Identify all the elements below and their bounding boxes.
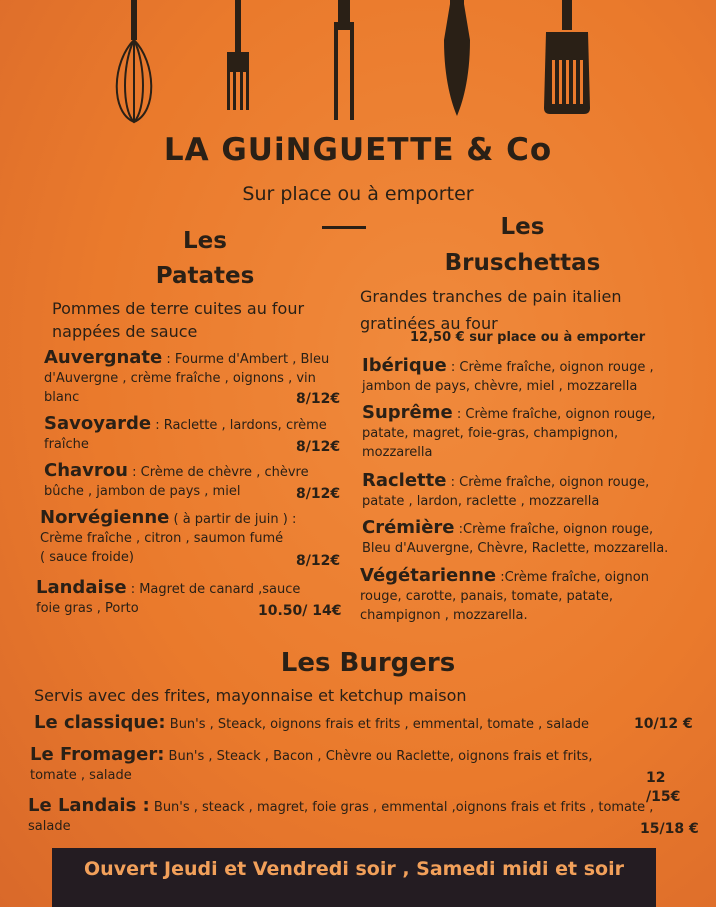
item-desc: fraîche: [44, 437, 89, 452]
patate-norvegienne: [40, 508, 344, 567]
carving-fork-icon: [330, 0, 358, 122]
bruschetta-vegetarienne: [360, 566, 700, 625]
opening-hours-text: Ouvert Jeudi et Vendredi soir , Samedi midi et soir: [84, 858, 624, 880]
knife-icon: [440, 0, 474, 118]
item-price: 8/12€: [296, 391, 341, 407]
item-desc: champignon , mozzarella.: [360, 608, 528, 623]
bruschettas-heading-line2: Bruschettas: [444, 250, 601, 276]
item-desc: : Raclette , lardons, crème: [151, 418, 327, 433]
burger-landais: [28, 796, 704, 836]
bruschetta-cremiere: [362, 518, 702, 558]
item-name: Végétarienne: [360, 565, 497, 586]
item-price: 12 /15€: [646, 770, 681, 805]
item-desc: patate, magret, foie-gras, champignon,: [362, 426, 619, 441]
patate-auvergnate: [44, 348, 344, 407]
item-desc: : Crème de chèvre , chèvre: [127, 465, 309, 480]
item-price: 10.50/ 14€: [258, 603, 342, 619]
burger-fromager: [30, 744, 704, 805]
item-desc: bûche , jambon de pays , miel: [44, 484, 241, 499]
item-name: Le Fromager:: [30, 744, 165, 765]
item-price: 15/18 €: [640, 821, 699, 837]
patates-heading-line1: Les: [183, 228, 227, 254]
item-desc: : Fourme d'Ambert , Bleu: [162, 352, 330, 367]
patates-desc-line1: Pommes de terre cuites au four: [52, 299, 305, 318]
item-name: Suprême: [362, 402, 453, 423]
patates-heading: [120, 226, 290, 291]
patates-heading-line2: Patates: [155, 263, 255, 289]
item-desc: :Crème fraîche, oignon rouge,: [454, 522, 654, 537]
bruschetta-raclette: [362, 471, 692, 511]
patate-landaise: [36, 578, 346, 618]
item-desc: tomate , salade: [30, 768, 132, 783]
patate-savoyarde: [44, 414, 344, 454]
item-desc: : Crème fraîche, oignon rouge ,: [446, 360, 654, 375]
service-subtitle: Sur place ou à emporter: [242, 183, 474, 205]
item-desc: patate , lardon, raclette , mozzarella: [362, 494, 600, 509]
spatula-icon: [542, 0, 592, 116]
fork-icon: [224, 0, 252, 112]
bruschettas-desc-line1: Grandes tranches de pain italien: [360, 287, 622, 306]
bruschettas-heading: [430, 212, 615, 278]
bruschettas-price-note: 12,50 € sur place ou à emporter: [410, 330, 646, 345]
item-name: Ibérique: [362, 355, 447, 376]
item-desc: Bun's , Steack, oignons frais et frits , emmental, tomate , salade: [165, 717, 589, 732]
item-name: Chavrou: [44, 460, 128, 481]
item-desc: : Magret de canard ,sauce: [126, 582, 301, 597]
item-name: Crémière: [362, 517, 455, 538]
bruschetta-iberique: [362, 356, 692, 396]
item-price: 8/12€: [296, 553, 341, 569]
item-desc: d'Auvergne , crème fraîche , oignons , vin: [44, 371, 316, 386]
item-name: Savoyarde: [44, 413, 152, 434]
item-price: 8/12€: [296, 486, 341, 502]
burgers-description: Servis avec des frites, mayonnaise et ketchup maison: [34, 686, 467, 705]
item-desc: Crème fraîche , citron , saumon fumé: [40, 531, 284, 546]
patates-desc-line2: nappées de sauce: [52, 322, 198, 341]
item-desc: ( sauce froide): [40, 550, 134, 565]
item-name: Norvégienne: [40, 507, 170, 528]
divider-dash: [322, 226, 366, 229]
item-desc: rouge, carotte, panais, tomate, patate,: [360, 589, 613, 604]
burgers-heading: Les Burgers: [280, 648, 456, 678]
item-price: 8/12€: [296, 439, 341, 455]
patate-chavrou: [44, 461, 344, 501]
item-desc: : Crème fraîche, oignon rouge,: [452, 407, 656, 422]
item-desc: foie gras , Porto: [36, 601, 139, 616]
item-desc: Bun's , Steack , Bacon , Chèvre ou Raclette, oignons frais et frits,: [164, 749, 593, 764]
patates-description: [52, 297, 352, 343]
item-name: Raclette: [362, 470, 447, 491]
burger-classique: [34, 713, 704, 734]
item-name: Landaise: [36, 577, 127, 598]
item-desc: : Crème fraîche, oignon rouge,: [446, 475, 650, 490]
bruschetta-supreme: [362, 403, 692, 462]
item-desc: blanc: [44, 390, 80, 405]
item-desc: :Crème fraîche, oignon: [496, 570, 649, 585]
restaurant-title: LA GUiNGUETTE & Co: [163, 132, 553, 168]
bruschettas-description: [360, 285, 690, 335]
item-desc: Bleu d'Auvergne, Chèvre, Raclette, mozzarella.: [362, 541, 669, 556]
item-name: Le Landais :: [28, 795, 150, 816]
item-name: Le classique:: [34, 712, 166, 733]
bruschettas-heading-line1: Les: [500, 214, 545, 240]
bruschettas-desc-line2: gratinées au four: [360, 314, 498, 333]
whisk-icon: [108, 0, 160, 125]
item-desc: ( à partir de juin ) :: [169, 512, 297, 527]
item-desc: Bun's , steack , magret, foie gras , emmental ,oignons frais et frits , tomate ,: [149, 800, 654, 815]
item-desc: jambon de pays, chèvre, miel , mozzarella: [362, 379, 638, 394]
item-desc: mozzarella: [362, 445, 433, 460]
item-price: 10/12 €: [634, 716, 693, 732]
item-name: Auvergnate: [44, 347, 163, 368]
item-desc: salade: [28, 819, 71, 834]
utensils-row: [0, 0, 716, 125]
